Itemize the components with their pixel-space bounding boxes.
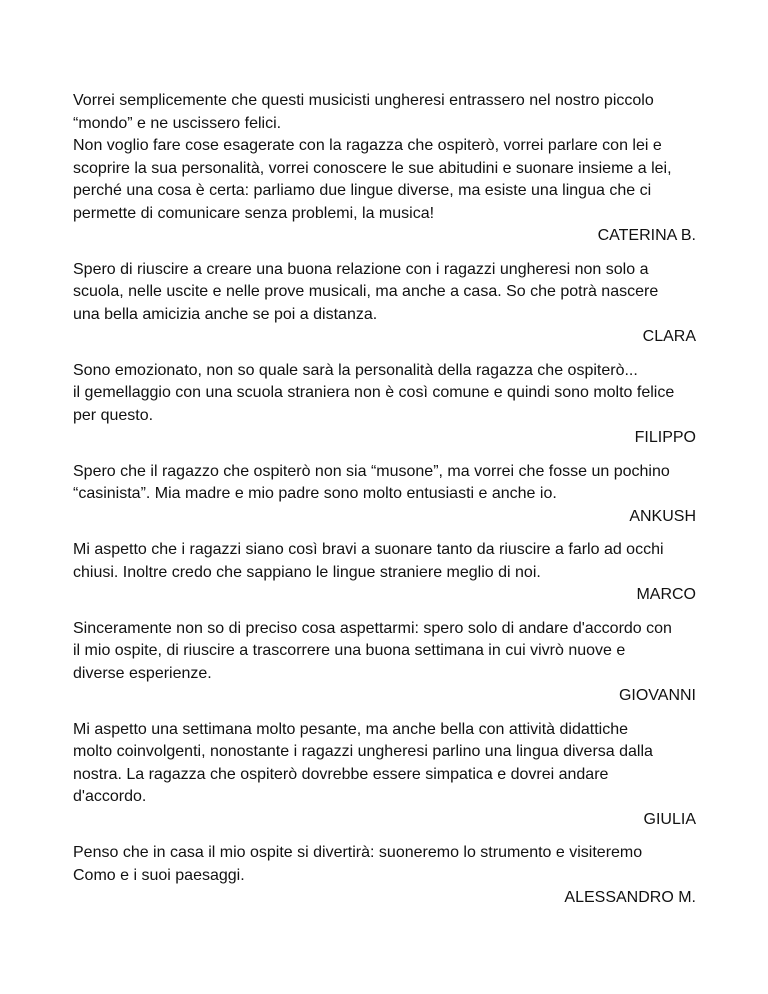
testimonial-text: Mi aspetto che i ragazzi siano così bravi a suonare tanto da riuscire a farlo ad occhi chiusi. Inoltre credo che sappiano le lingue straniere meglio di noi. [73, 541, 664, 581]
testimonial-entry-alessandro [73, 842, 698, 910]
testimonial-entry-ankush [73, 461, 698, 529]
testimonial-entry-marco [73, 539, 698, 607]
testimonial-signature: MARCO [636, 586, 696, 603]
testimonial-entry-filippo [73, 360, 698, 450]
document-page [73, 90, 698, 921]
testimonial-signature: FILIPPO [634, 429, 696, 446]
testimonial-signature: GIOVANNI [618, 687, 696, 704]
testimonial-signature: ALESSANDRO M. [564, 889, 696, 906]
testimonial-signature: ANKUSH [629, 507, 696, 525]
testimonial-entry-clara [73, 259, 698, 349]
testimonial-text: Vorrei semplicemente che questi musicisti ungheresi entrassero nel nostro piccolo “mondo” e ne uscissero felici. Non voglio fare cose esagerate con la ragazza che ospiterò, vorrei parlare con lei e scoprire la sua personalità, vorrei conoscere le sue abitudini e suonare insieme a lei, perché una cosa è certa: parliamo due lingue diverse, ma esiste una lingua che ci permette di comunicare senza problemi, la musica! [73, 92, 672, 222]
testimonial-text: Penso che in casa il mio ospite si divertirà: suoneremo lo strumento e visiteremo Como e i suoi paesaggi. [73, 844, 643, 884]
testimonial-text: Spero di riuscire a creare una buona relazione con i ragazzi ungheresi non solo a scuola, nelle uscite e nelle prove musicali, ma anche a casa. So che potrà nascere una bella amicizia anche se poi a distanza. [73, 260, 659, 323]
testimonial-signature: CATERINA B. [597, 227, 696, 244]
testimonial-signature: CLARA [642, 328, 696, 345]
testimonial-entry-caterina [73, 90, 698, 248]
testimonial-text: Sono emozionato, non so quale sarà la personalità della ragazza che ospiterò... il gemellaggio con una scuola straniera non è così comune e quindi sono molto felice per questo. [73, 361, 675, 424]
testimonial-signature: GIULIA [643, 810, 696, 828]
testimonial-text: Spero che il ragazzo che ospiterò non sia “musone”, ma vorrei che fosse un pochino “casinista”. Mia madre e mio padre sono molto entusiasti e anche io. [73, 462, 670, 502]
testimonial-entry-giulia [73, 719, 698, 832]
testimonial-entry-giovanni [73, 618, 698, 708]
testimonial-text: Mi aspetto una settimana molto pesante, ma anche bella con attività didattiche molto coinvolgenti, nonostante i ragazzi ungheresi parlino una lingua diversa dalla nostra. La ragazza che ospiterò dovrebbe essere simpatica e dovrei andare d'accordo. [73, 720, 653, 805]
testimonial-text: Sinceramente non so di preciso cosa aspettarmi: spero solo di andare d'accordo con il mio ospite, di riuscire a trascorrere una buona settimana in cui vivrò nuove e diverse esperienze. [73, 619, 672, 682]
